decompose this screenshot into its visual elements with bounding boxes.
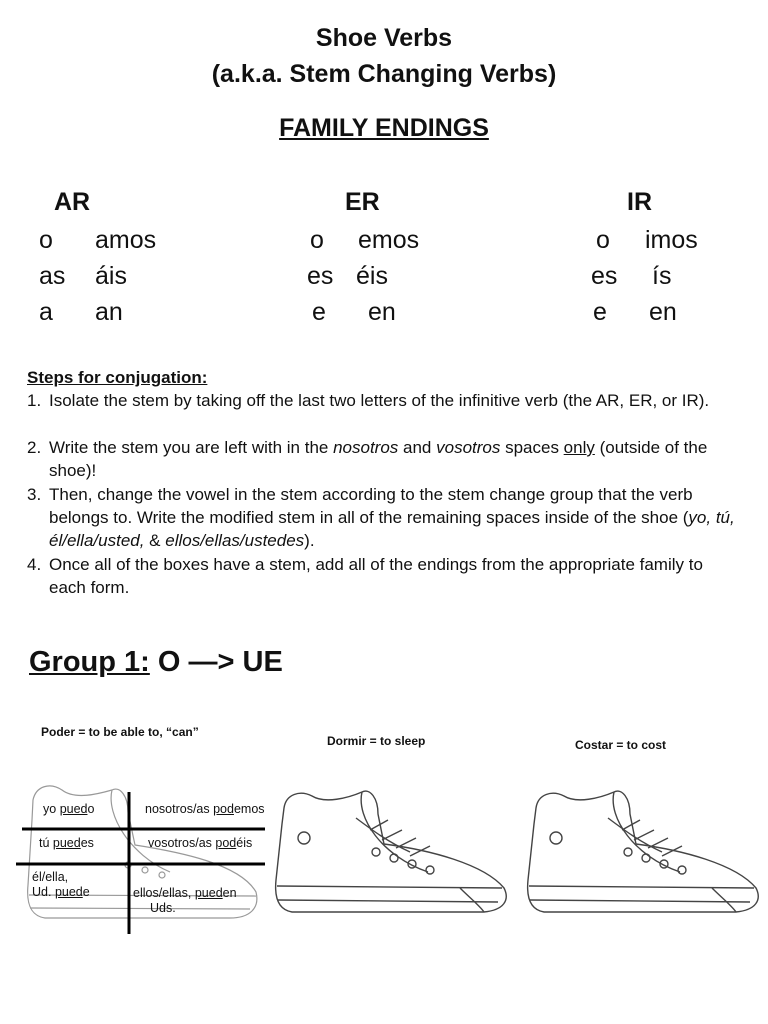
step-text: Write the stem you are left with in the nosotros and vosotros spaces only (outside of the shoe)! xyxy=(49,438,708,480)
yo-cell: yo puedo xyxy=(43,802,95,816)
step-number: 1. xyxy=(27,391,42,410)
er-ending: éis xyxy=(356,262,388,290)
ellos-cell: ellos/ellas, pueden Uds. xyxy=(133,886,237,915)
step-item xyxy=(27,553,737,599)
step-text: Then, change the vowel in the stem according to the stem change group that the verb belongs to. Write the modified stem in all of the remaining spaces inside of the shoe (yo, tú, él/ella/usted, & ellos/ellas/ustedes). xyxy=(49,485,735,550)
ar-ending: áis xyxy=(95,262,127,290)
sneaker-icon xyxy=(522,760,768,930)
er-ending: en xyxy=(368,298,396,326)
ir-ending: en xyxy=(649,298,677,326)
er-ending: e xyxy=(312,298,326,326)
step-text: Once all of the boxes have a stem, add all of the endings from the appropriate family to each form. xyxy=(49,555,703,597)
step-number: 4. xyxy=(27,555,42,574)
ir-heading: IR xyxy=(627,188,652,216)
group-label: Group 1: xyxy=(29,646,150,678)
step-item xyxy=(27,483,737,552)
tu-cell: tú puedes xyxy=(39,836,94,850)
step-item xyxy=(27,436,737,482)
ar-heading: AR xyxy=(54,188,91,216)
vosotros-cell: vosotros/as podéis xyxy=(148,836,253,850)
ir-ending: e xyxy=(593,298,607,326)
er-heading: ER xyxy=(345,188,380,216)
group-change: O —> UE xyxy=(149,646,283,678)
group-heading xyxy=(29,646,283,679)
family-endings-title: FAMILY ENDINGS xyxy=(279,114,489,142)
costar-label: Costar = to cost xyxy=(575,738,667,752)
er-ending: o xyxy=(310,226,324,254)
ir-ending: imos xyxy=(645,226,698,254)
ir-ending: o xyxy=(596,226,610,254)
dormir-label: Dormir = to sleep xyxy=(327,734,426,748)
ar-ending: an xyxy=(95,298,123,326)
step-number: 3. xyxy=(27,485,42,504)
page-subtitle: (a.k.a. Stem Changing Verbs) xyxy=(211,60,557,88)
steps-title: Steps for conjugation: xyxy=(27,368,208,387)
page-title: Shoe Verbs xyxy=(315,24,453,52)
el-cell: él/ella, Ud. puede xyxy=(32,870,90,899)
ar-ending: a xyxy=(39,298,53,326)
step-item xyxy=(27,389,737,412)
ir-ending: es xyxy=(591,262,618,290)
nosotros-cell: nosotros/as podemos xyxy=(145,802,265,816)
er-ending: es xyxy=(307,262,334,290)
er-ending: emos xyxy=(358,226,420,254)
step-number: 2. xyxy=(27,438,42,457)
ar-ending: amos xyxy=(95,226,157,254)
ar-ending: o xyxy=(39,226,53,254)
poder-label: Poder = to be able to, “can” xyxy=(41,725,199,739)
ir-ending: ís xyxy=(652,262,672,290)
ar-ending: as xyxy=(39,262,66,290)
sneaker-icon xyxy=(270,760,520,930)
step-text: Isolate the stem by taking off the last two letters of the infinitive verb (the AR, ER, or IR). xyxy=(49,391,710,410)
